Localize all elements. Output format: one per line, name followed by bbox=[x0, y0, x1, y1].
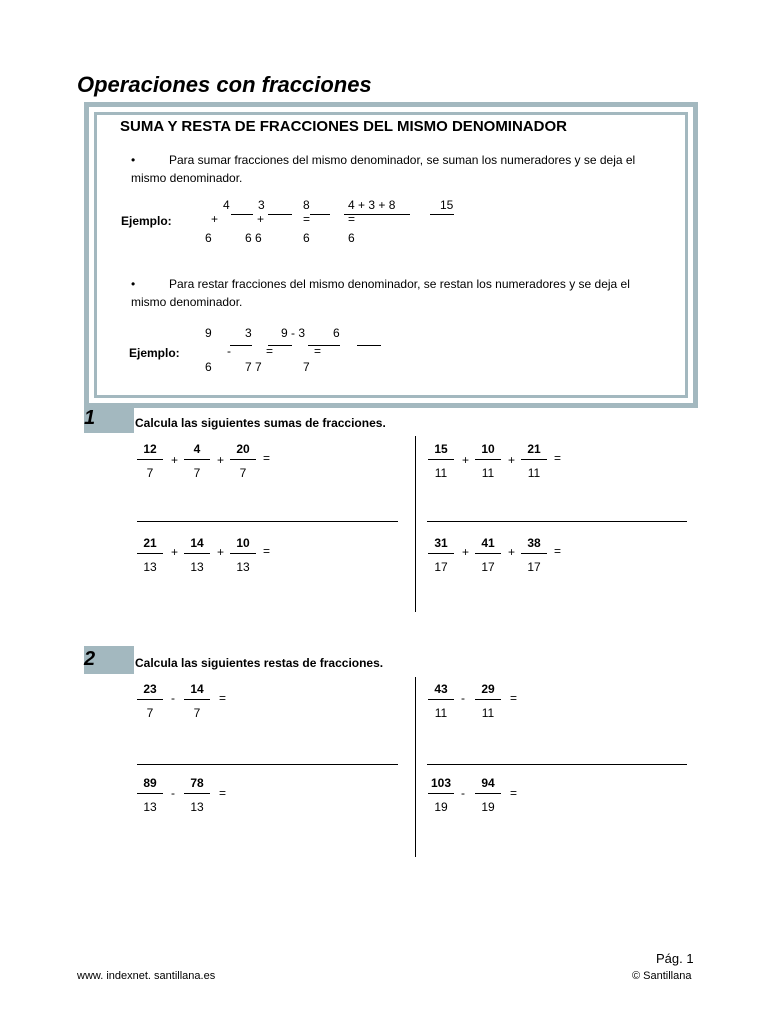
subtraction-rule bbox=[131, 275, 680, 311]
fraction bbox=[428, 441, 454, 481]
fraction bbox=[428, 535, 454, 575]
page-title: Operaciones con fracciones bbox=[77, 72, 372, 97]
sub-example-num1: 9 bbox=[205, 326, 212, 340]
section2-row-divider-right bbox=[427, 764, 687, 765]
plus-sign: + bbox=[508, 453, 516, 467]
numerator: 94 bbox=[475, 775, 501, 794]
numerator: 31 bbox=[428, 535, 454, 554]
denominator: 7 bbox=[193, 706, 201, 720]
numerator: 10 bbox=[475, 441, 501, 460]
numerator: 38 bbox=[521, 535, 547, 554]
section1-number-badge bbox=[84, 405, 134, 433]
numerator: 15 bbox=[428, 441, 454, 460]
numerator: 21 bbox=[137, 535, 163, 554]
fraction-bar bbox=[230, 345, 252, 346]
numerator: 103 bbox=[428, 775, 454, 794]
fraction bbox=[184, 441, 210, 481]
section2-number-badge bbox=[84, 646, 134, 674]
sum-example-label: Ejemplo: bbox=[121, 214, 172, 228]
fraction bbox=[475, 441, 501, 481]
bullet-icon: • bbox=[131, 277, 136, 291]
equals-sign: = bbox=[263, 544, 271, 558]
section2-row-divider-left bbox=[137, 764, 398, 765]
sum-rule-line1: Para sumar fracciones del mismo denominador, se suman los numeradores y se deja el bbox=[169, 153, 636, 167]
section2-number: 2 bbox=[84, 648, 96, 670]
fraction-bar bbox=[357, 345, 381, 346]
minus-sign: - bbox=[227, 344, 231, 358]
denominator: 7 bbox=[146, 466, 154, 480]
fraction bbox=[475, 535, 501, 575]
rules-box bbox=[84, 102, 698, 408]
numerator: 21 bbox=[521, 441, 547, 460]
sub-rule-line2: mismo denominador. bbox=[131, 295, 243, 309]
denominator: 13 bbox=[190, 560, 204, 574]
numerator: 29 bbox=[475, 681, 501, 700]
equals-sign: = bbox=[554, 451, 562, 465]
plus-sign: + bbox=[257, 212, 265, 226]
fraction bbox=[230, 535, 256, 575]
fraction-bar bbox=[430, 214, 454, 215]
numerator: 12 bbox=[137, 441, 163, 460]
sub-example-den1: 6 bbox=[205, 360, 212, 374]
fraction bbox=[184, 535, 210, 575]
minus-sign: - bbox=[461, 691, 465, 705]
sub-example-den2: 7 7 bbox=[245, 360, 262, 374]
fraction bbox=[184, 775, 210, 815]
fraction bbox=[428, 775, 454, 815]
fraction bbox=[475, 681, 501, 721]
equals-sign: = bbox=[263, 451, 271, 465]
sub-example-num2: 3 bbox=[245, 326, 252, 340]
denominator: 11 bbox=[434, 706, 448, 720]
copyright: © Santillana bbox=[632, 970, 692, 982]
sum-example-num2: 3 bbox=[258, 198, 265, 212]
denominator: 13 bbox=[143, 560, 157, 574]
plus-sign: + bbox=[171, 453, 179, 467]
equals-sign: = bbox=[314, 344, 322, 358]
plus-sign: + bbox=[217, 545, 225, 559]
denominator: 11 bbox=[434, 466, 448, 480]
fraction-bar bbox=[310, 214, 330, 215]
fraction bbox=[521, 535, 547, 575]
denominator: 13 bbox=[143, 800, 157, 814]
sum-example-num3: 8 bbox=[303, 198, 310, 212]
equals-sign: = bbox=[266, 344, 274, 358]
sum-example-den2: 6 6 bbox=[245, 231, 262, 245]
rules-heading: SUMA Y RESTA DE FRACCIONES DEL MISMO DENOMINADOR bbox=[120, 118, 567, 135]
denominator: 11 bbox=[481, 706, 495, 720]
denominator: 17 bbox=[527, 560, 541, 574]
section1-row-divider-right bbox=[427, 521, 687, 522]
plus-sign: + bbox=[462, 545, 470, 559]
numerator: 10 bbox=[230, 535, 256, 554]
denominator: 19 bbox=[481, 800, 495, 814]
equals-sign: = bbox=[510, 691, 518, 705]
denominator: 11 bbox=[527, 466, 541, 480]
sum-example-den4: 6 bbox=[348, 231, 355, 245]
section1-column-divider bbox=[415, 436, 416, 612]
minus-sign: - bbox=[171, 786, 175, 800]
equals-sign: = bbox=[554, 544, 562, 558]
plus-sign: + bbox=[462, 453, 470, 467]
denominator: 13 bbox=[236, 560, 250, 574]
sub-rule-line1: Para restar fracciones del mismo denominador, se restan los numeradores y se deja el bbox=[169, 277, 630, 291]
denominator: 13 bbox=[190, 800, 204, 814]
fraction-bar bbox=[231, 214, 253, 215]
fraction bbox=[137, 681, 163, 721]
section2-column-divider bbox=[415, 677, 416, 857]
fraction bbox=[137, 775, 163, 815]
fraction bbox=[137, 441, 163, 481]
plus-sign: + bbox=[171, 545, 179, 559]
fraction bbox=[475, 775, 501, 815]
numerator: 41 bbox=[475, 535, 501, 554]
sub-example-label: Ejemplo: bbox=[129, 346, 180, 360]
plus-sign: + bbox=[508, 545, 516, 559]
plus-sign: + bbox=[211, 212, 219, 226]
denominator: 7 bbox=[239, 466, 247, 480]
section1-number: 1 bbox=[84, 407, 96, 429]
sum-example-result: 15 bbox=[440, 198, 454, 212]
fraction bbox=[230, 441, 256, 481]
fraction bbox=[428, 681, 454, 721]
sum-example-den1: 6 bbox=[205, 231, 212, 245]
fraction bbox=[184, 681, 210, 721]
numerator: 89 bbox=[137, 775, 163, 794]
numerator: 43 bbox=[428, 681, 454, 700]
sum-example-num1: 4 bbox=[223, 198, 230, 212]
plus-sign: + bbox=[217, 453, 225, 467]
denominator: 17 bbox=[481, 560, 495, 574]
denominator: 7 bbox=[146, 706, 154, 720]
section1-row-divider-left bbox=[137, 521, 398, 522]
fraction-bar bbox=[268, 214, 292, 215]
numerator: 78 bbox=[184, 775, 210, 794]
section2-title: Calcula las siguientes restas de fracciones. bbox=[135, 656, 384, 670]
equals-sign: = bbox=[219, 691, 227, 705]
fraction bbox=[137, 535, 163, 575]
denominator: 11 bbox=[481, 466, 495, 480]
fraction-bar bbox=[308, 345, 340, 346]
equals-sign: = bbox=[303, 212, 311, 226]
minus-sign: - bbox=[461, 786, 465, 800]
numerator: 14 bbox=[184, 535, 210, 554]
equals-sign: = bbox=[510, 786, 518, 800]
numerator: 14 bbox=[184, 681, 210, 700]
sub-example-result: 6 bbox=[333, 326, 340, 340]
sub-example-den3: 7 bbox=[303, 360, 310, 374]
sum-example-numsum: 4 + 3 + 8 bbox=[348, 198, 396, 212]
denominator: 19 bbox=[434, 800, 448, 814]
numerator: 20 bbox=[230, 441, 256, 460]
equals-sign: = bbox=[219, 786, 227, 800]
minus-sign: - bbox=[171, 691, 175, 705]
footer-url: www. indexnet. santillana.es bbox=[77, 970, 216, 982]
sub-example-numsub: 9 - 3 bbox=[281, 326, 306, 340]
denominator: 7 bbox=[193, 466, 201, 480]
sum-rule-line2: mismo denominador. bbox=[131, 171, 243, 185]
page-number: Pág. 1 bbox=[656, 951, 694, 966]
equals-sign: = bbox=[348, 212, 356, 226]
bullet-icon: • bbox=[131, 153, 136, 167]
sum-example-den3: 6 bbox=[303, 231, 310, 245]
denominator: 17 bbox=[434, 560, 448, 574]
section1-title: Calcula las siguientes sumas de fracciones. bbox=[135, 416, 386, 430]
fraction bbox=[521, 441, 547, 481]
sum-rule bbox=[131, 151, 680, 187]
numerator: 23 bbox=[137, 681, 163, 700]
numerator: 4 bbox=[184, 441, 210, 460]
